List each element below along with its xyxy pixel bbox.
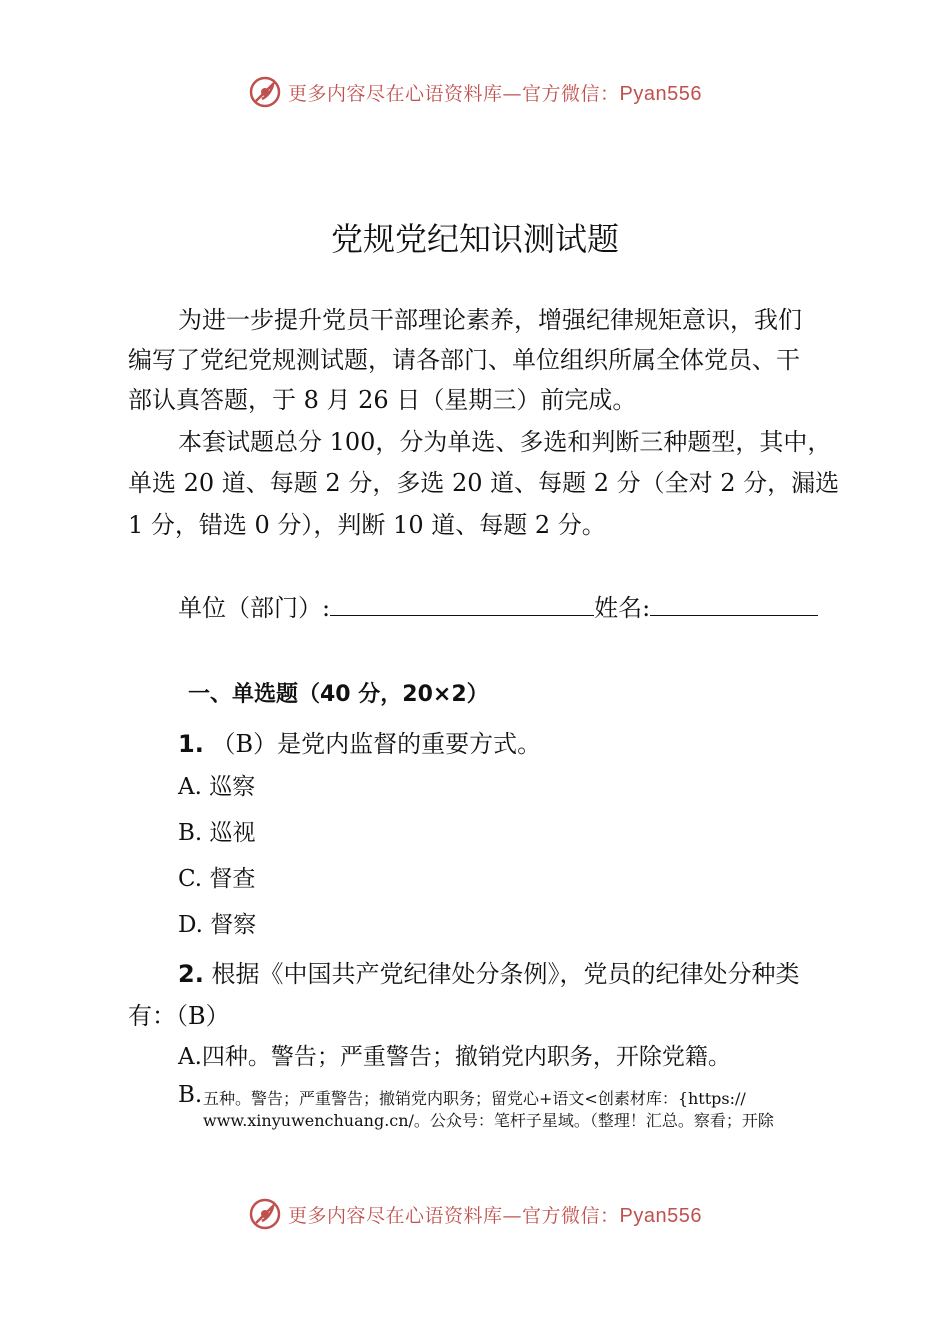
question-number: 1. [178,730,204,758]
question-2 [178,954,799,989]
intro-p1-line3: 部认真答题，于 8 月 26 日（星期三）前完成。 [128,386,637,414]
wechat-id: Pyan556 [619,82,702,105]
question-1 [178,724,541,759]
watermark-text: 更多内容尽在心语资料库—官方微信：Pyan556 [288,1204,702,1227]
intro-p2-line3: 1 分，错选 0 分），判断 10 道、每题 2 分。 [128,511,606,539]
name-field[interactable] [650,589,818,616]
question-number: 2. [178,960,204,988]
wechat-id: Pyan556 [619,1204,702,1227]
option-b: B. 巡视 [178,820,256,846]
q2-option-a: A.四种。警告；严重警告；撤销党内职务，开除党籍。 [178,1044,731,1070]
unit-field[interactable] [330,589,594,616]
section-heading: 一、单选题（40 分，20×2） [188,682,489,707]
intro-p2-line1: 本套试题总分 100，分为单选、多选和判断三种题型，其中， [178,428,832,456]
intro-p2-line2: 单选 20 道、每题 2 分，多选 20 道、每题 2 分（全对 2 分，漏选 [128,469,840,497]
name-label: 姓名: [594,594,651,622]
question-text: （B）是党内监督的重要方式。 [211,730,542,758]
option-c: C. 督查 [178,866,256,892]
option-d: D. 督察 [178,912,257,938]
quill-logo-icon [248,75,282,109]
intro-p1-line1: 为进一步提升党员干部理论素养，增强纪律规矩意识，我们 [178,306,802,334]
watermark-text: 更多内容尽在心语资料库—官方微信：Pyan556 [288,82,702,105]
question-2-line2: 有：（B） [128,1002,230,1030]
page-title: 党规党纪知识测试题 [330,220,619,258]
intro-p1-line2: 编写了党纪党规测试题，请各部门、单位组织所属全体党员、干 [128,346,800,374]
question-text: 根据《中国共产党纪律处分条例》，党员的纪律处分种类 [211,960,800,988]
header-watermark [0,72,950,112]
q2-option-b-line2: www.xinyuwenchuang.cn/。公众号：笔杆子星域。（整理！汇总。察看；开除 [203,1111,774,1130]
option-a: A. 巡察 [178,774,256,800]
unit-label: 单位（部门）: [178,594,331,622]
q2-option-b-line1: 五种。警告；严重警告；撤销党内职务；留党心+语文<创素材库：{https:// [203,1089,746,1108]
quill-logo-icon [248,1197,282,1231]
footer-watermark [0,1194,950,1234]
form-row [178,588,818,629]
q2-option-b-label: B. [178,1082,203,1108]
